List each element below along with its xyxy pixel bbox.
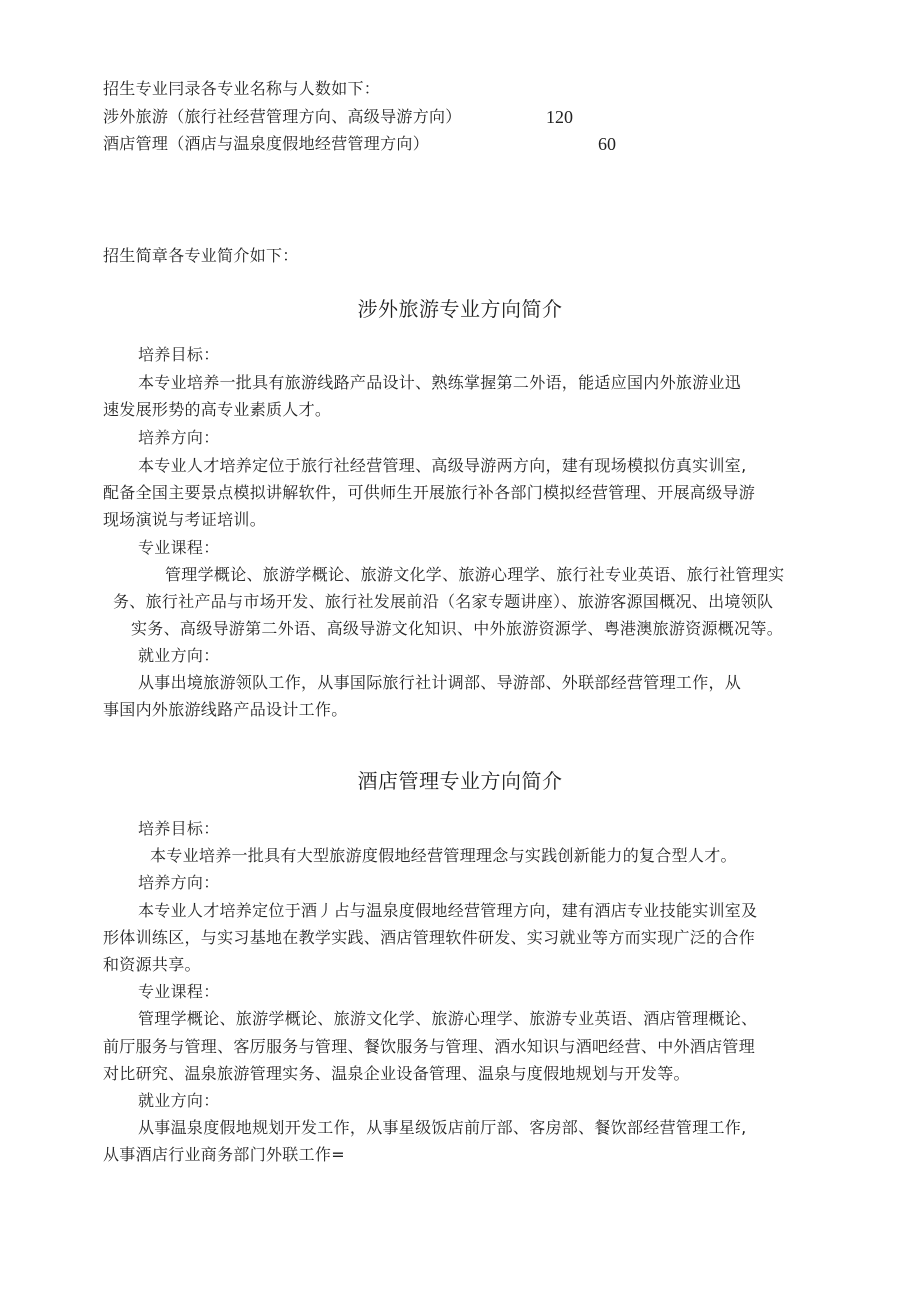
tourism-courses-label: 专业课程：	[138, 538, 220, 557]
hotel-goal-line: 本专业培养一批具有大型旅游度假地经营管理理念与实践创新能力的复合型人才。	[150, 846, 737, 865]
tourism-direction-line: 现场演说与考证培训。	[103, 510, 267, 529]
hotel-section-title: 酒店管理专业方向简介	[357, 769, 563, 793]
tourism-employment-line: 事国内外旅游线路产品设计工作。	[103, 700, 348, 719]
hotel-direction-line: 本专业人才培养定位于酒丿占与温泉度假地经营管理方向，建有酒店专业技能实训室及	[138, 901, 758, 920]
major-count-hotel: 60	[598, 134, 616, 154]
major-name-tourism: 涉外旅游（旅行社经营管理方向、高级导游方向）	[103, 107, 462, 126]
major-count-tourism: 120	[546, 107, 573, 127]
major-name-hotel: 酒店管理（酒店与温泉度假地经营管理方向）	[103, 134, 430, 153]
hotel-employment-label: 就业方向：	[138, 1091, 220, 1110]
hotel-courses-line: 前厅服务与管理、客厉服务与管理、餐饮服务与管理、酒水知识与酒吧经营、中外酒店管理	[103, 1037, 756, 1056]
hotel-employment-line: 从事温泉度假地规划开发工作，从事星级饭店前厅部、客房部、餐饮部经营管理工作,	[138, 1118, 747, 1137]
hotel-courses-line: 对比研究、温泉旅游管理实务、温泉企业设备管理、温泉与度假地规划与开发等。	[103, 1064, 690, 1083]
hotel-direction-label: 培养方向：	[138, 873, 220, 892]
hotel-courses-line: 管理学概论、旅游学概论、旅游文化学、旅游心理学、旅游专业英语、酒店管理概论、	[138, 1009, 758, 1028]
tourism-goal-line: 速发展形势的高专业素质人才。	[103, 400, 332, 419]
brochure-intro: 招生简章各专业简介如下：	[103, 246, 299, 265]
tourism-employment-line: 从事出境旅游领队工作，从事国际旅行社计调部、导游部、外联部经营管理工作，从	[138, 673, 742, 692]
tourism-courses-line: 管理学概论、旅游学概论、旅游文化学、旅游心理学、旅行社专业英语、旅行社管理实	[165, 565, 785, 584]
tourism-direction-label: 培养方向：	[138, 428, 220, 447]
tourism-section-title: 涉外旅游专业方向简介	[357, 297, 563, 321]
tourism-employment-label: 就业方向：	[138, 646, 220, 665]
tourism-goal-line: 本专业培养一批具有旅游线路产品设计、熟练掌握第二外语，能适应国内外旅游业迅	[138, 373, 742, 392]
tourism-courses-line: 务、旅行社产品与市场开发、旅行社发展前沿（名家专题讲座）、旅游客源国概况、出境领队	[113, 592, 774, 611]
hotel-direction-line: 和资源共享。	[103, 955, 201, 974]
tourism-direction-line: 本专业人才培养定位于旅行社经营管理、高级导游两方向，建有现场模拟仿真实训室,	[138, 456, 747, 475]
tourism-goal-label: 培养目标：	[138, 345, 220, 364]
catalog-intro: 招生专业冃录各专业名称与人数如下：	[103, 79, 381, 98]
hotel-goal-label: 培养目标：	[138, 819, 220, 838]
tourism-courses-line: 实务、高级导游第二外语、高级导游文化知识、中外旅游资源学、粤港澳旅游资源概况等。	[131, 619, 784, 638]
hotel-courses-label: 专业课程：	[138, 982, 220, 1001]
hotel-employment-line: 从事酒店行业商务部门外联工作=	[103, 1145, 345, 1164]
hotel-direction-line: 形体训练区，与实习基地在教学实践、酒店管理软件研发、实习就业等方而实现广泛的合作	[103, 928, 756, 947]
tourism-direction-line: 配备全国主要景点模拟讲解软件，可供师生开展旅行补各部门模拟经营管理、开展高级导游	[103, 483, 756, 502]
